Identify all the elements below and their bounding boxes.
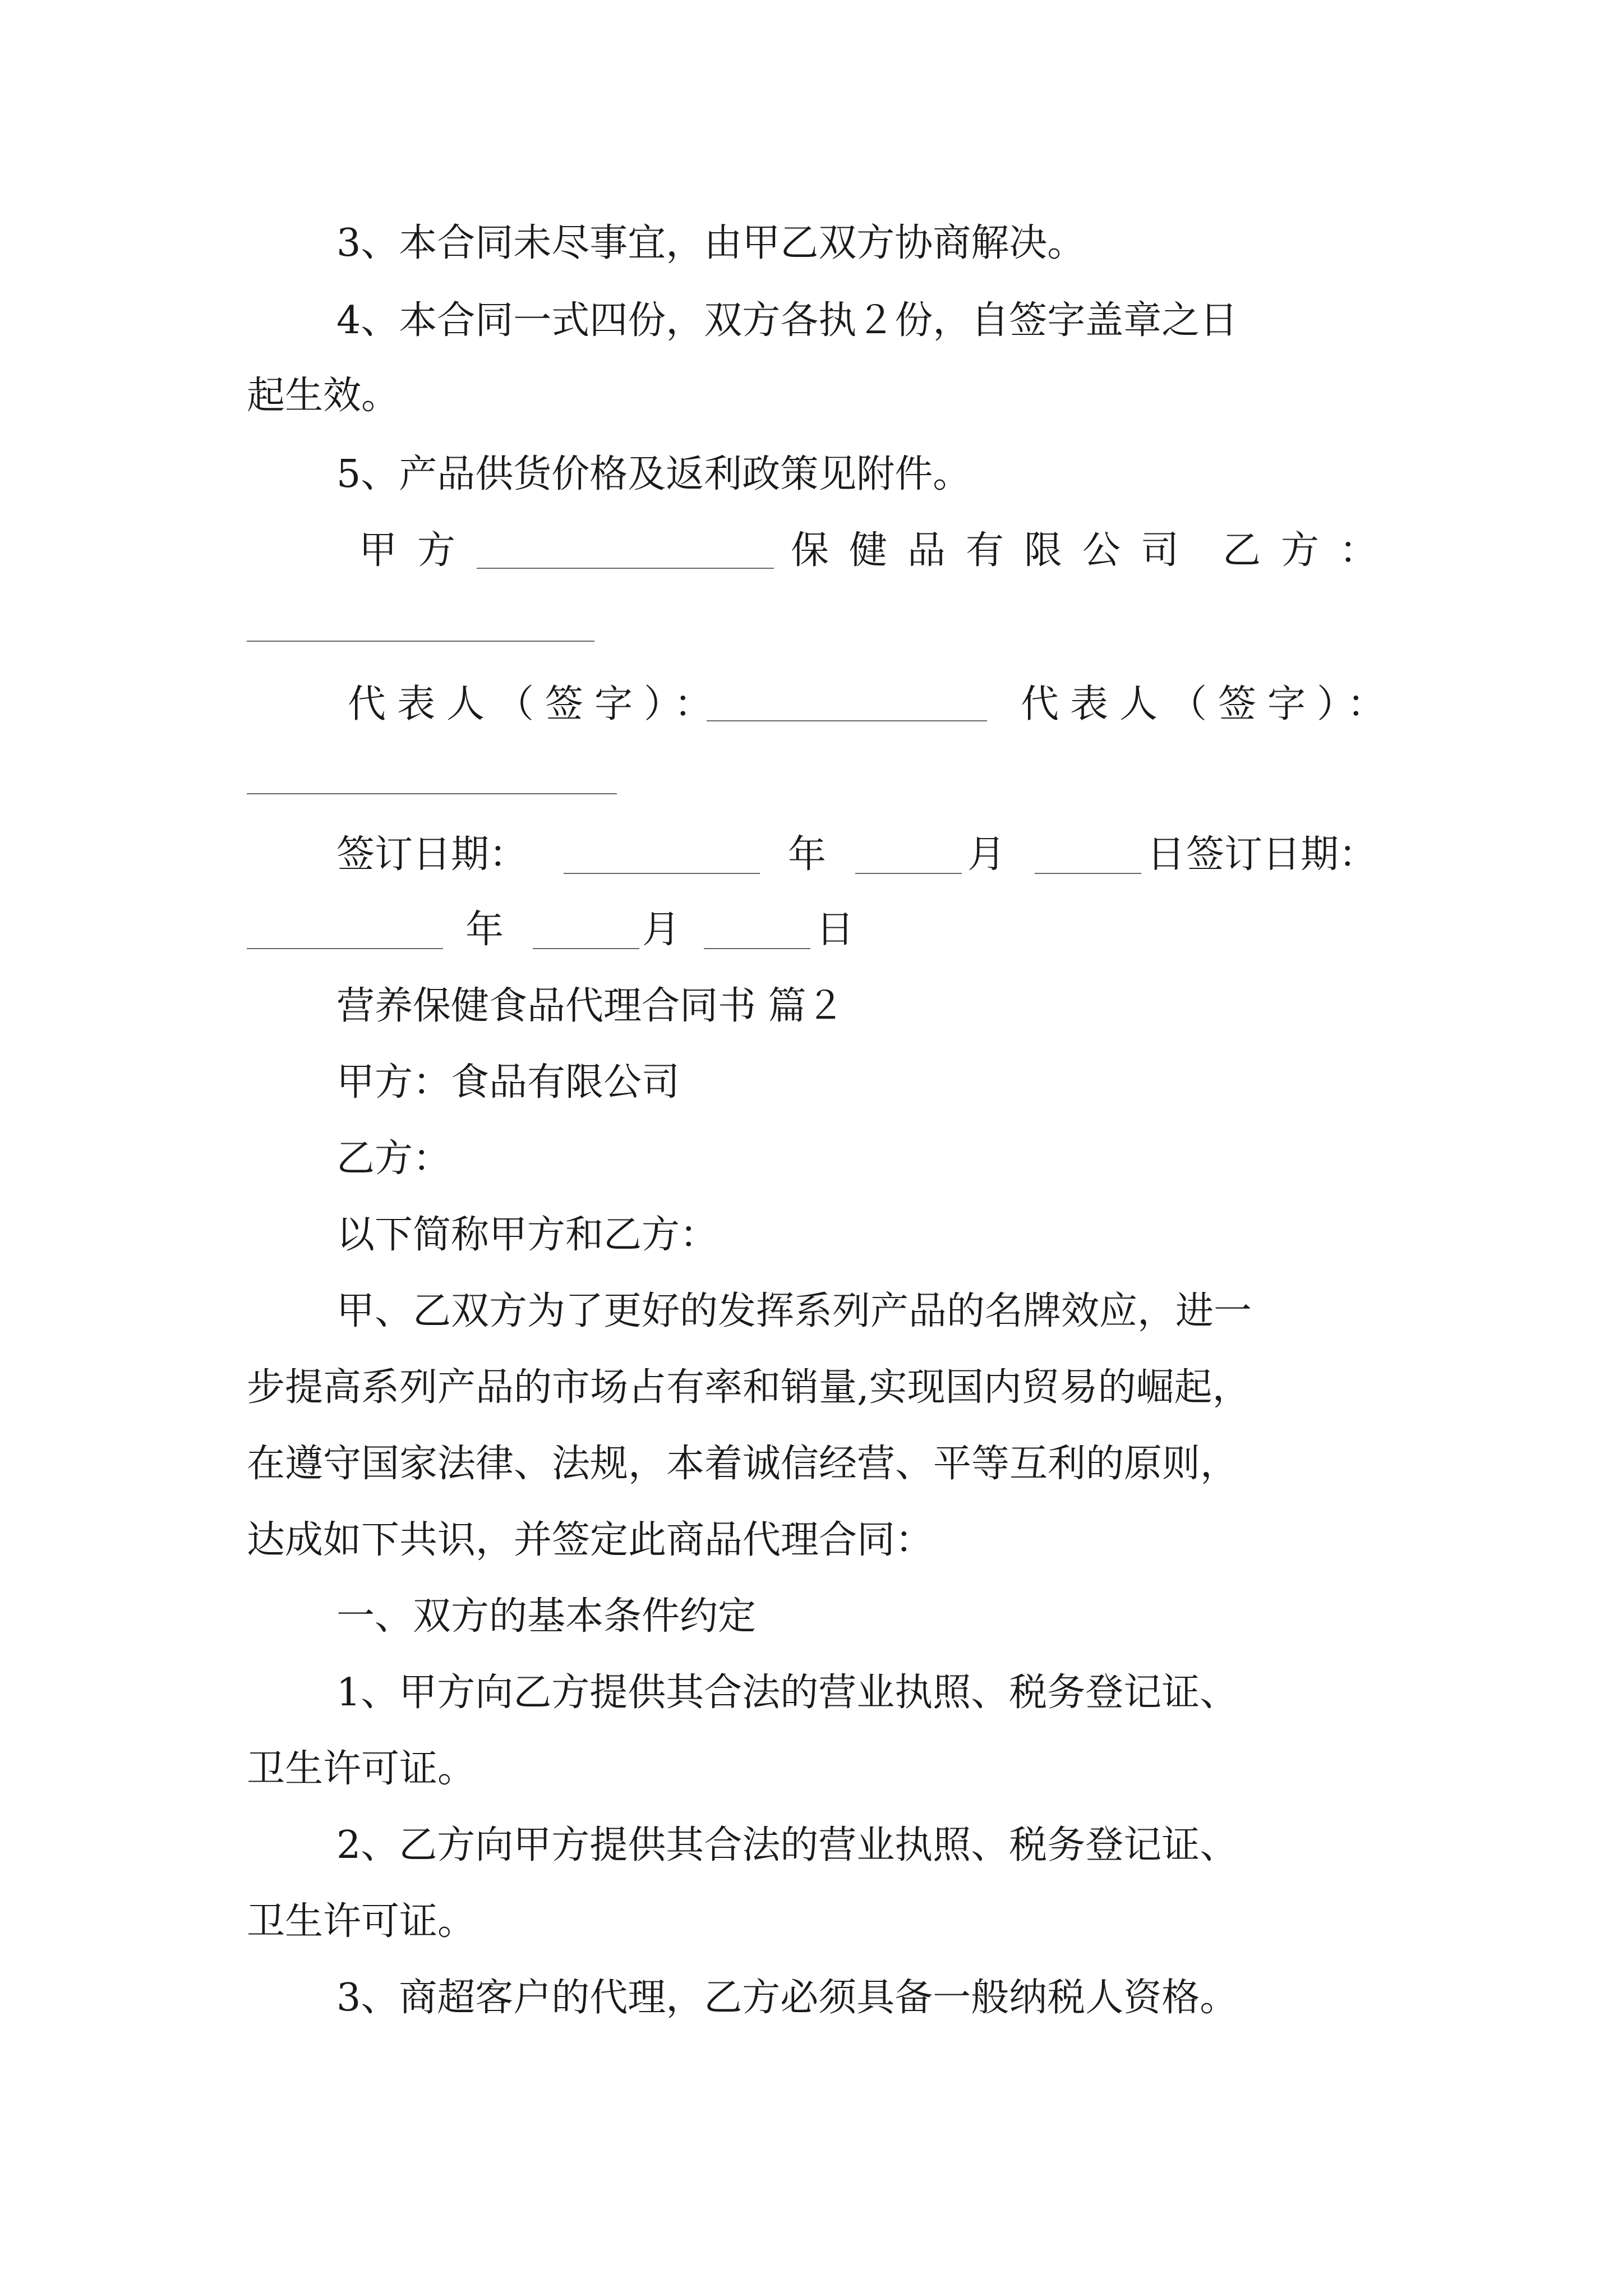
rep-label-a: 代表人（签字）： [348,682,724,726]
item-2-line-2: 卫生许可证。 [247,1899,476,1944]
intro-line-2: 步提高系列产品的市场占有率和销量,实现国内贸易的崛起， [247,1365,1251,1410]
clause-3: 3、本合同未尽事宜，由甲乙双方协商解决。 [336,221,1086,265]
rep-a-blank [707,720,987,721]
date-a-year: 年 [788,832,827,877]
party-b-label: 乙方： [1223,528,1398,573]
date-a-day-blank [1035,873,1141,874]
abbrev-line: 以下简称甲方和乙方： [336,1213,718,1257]
clause-4-line-2: 起生效。 [247,374,400,418]
party-a-label: 甲方 [359,528,476,573]
section-1-heading: 一、双方的基本条件约定 [336,1594,757,1639]
date-label-a: 签订日期： [336,832,528,877]
date-b-month-blank [533,948,639,949]
contract-2-heading: 营养保健食品代理合同书 篇２ [336,984,845,1028]
date-b-year-blank [247,948,443,949]
clause-5: 5、产品供货价格及返利政策见附件。 [336,452,971,496]
date-a-day: 日 [1147,832,1186,877]
date-label-b: 签订日期： [1186,832,1377,877]
intro-line-3: 在遵守国家法律、法规，本着诚信经营、平等互利的原则， [247,1442,1239,1486]
party-b-blank [247,641,594,642]
item-1-line-2: 卫生许可证。 [247,1747,476,1791]
item-3: 3、商超客户的代理，乙方必须具备一般纳税人资格。 [336,1976,1238,2020]
date-b-day-blank [704,948,810,949]
date-a-month: 月 [967,832,1006,877]
rep-b-blank [247,793,617,794]
party-a-line: 甲方：食品有限公司 [336,1060,680,1105]
rep-label-b: 代表人（签字）： [1021,682,1397,726]
intro-line-4: 达成如下共识，并签定此商品代理合同： [247,1518,934,1562]
clause-4-line-1: 4、本合同一式四份，双方各执２份，自签字盖章之日 [336,298,1238,343]
item-2-line-1: 2、乙方向甲方提供其合法的营业执照、税务登记证、 [336,1823,1238,1867]
party-b-line: 乙方： [336,1137,451,1181]
item-1-line-1: 1、甲方向乙方提供其合法的营业执照、税务登记证、 [336,1671,1238,1715]
date-b-day: 日 [816,908,855,952]
party-a-blank [477,568,774,569]
date-a-year-blank [564,873,760,874]
date-b-month: 月 [642,908,681,952]
intro-line-1: 甲、乙双方为了更好的发挥系列产品的名牌效应，进一 [336,1289,1252,1333]
date-a-month-blank [855,873,962,874]
party-a-company: 保健品有限公司 [791,528,1200,573]
date-b-year: 年 [465,908,504,952]
